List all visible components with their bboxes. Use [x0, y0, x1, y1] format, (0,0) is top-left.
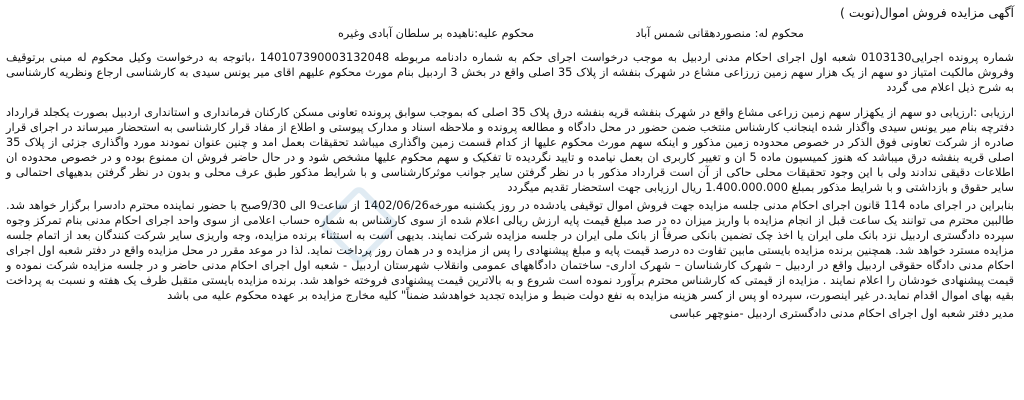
auction-notice — [6, 4, 1014, 400]
evaluation-paragraph: ارزیابی :ارزیابی دو سهم از یکهزار سهم زمین زراعی مشاع واقع در شهرک بنفشه قریه بنفشه درق پلاک 35 اصلی که بموجب سوابق پرونده تعاونی مسکن کارکنان فرمانداری و استانداری اردبیل بصورت یکجلد قرارداد دفترچه بنام میر یونس سیدی واگذار شده اینجانب کارشناس منتخب ضمن حضور در محل دادگاه و مطالعه پرونده و ملاحظه اسناد و مدارک پیوستی و اطلاع از مفاد قرار کارشناسی به استحضار میرساند در اجرای قرار صادره از شرکت تعاونی فوق الذکر در خصوص محدوده زمین مذکور و اینکه سهم مورث محکوم علیها از کدام قسمت زمین واگذاری میباشد تحقیقات بعمل امد و چنین عنوان نمودند مورد واگذاری جزئی از پلاک 35 اصلی قریه بنفشه درق میباشد که هنوز کمیسیون ماده 5 ان و تغییر کاربری ان بعمل نیامده و تایید نگردیده تا تفکیک و سهم محکوم علیها مشخص شود و در حال حاضر فروش ان ممنوع بوده و در خصوص محدوده ان اطلاعات دقیقی ندادند ولی با این وجود تحقیقات محلی حاکی از آن است قرارداد مذکور با در نظر گرفتن سایر جوانب موثرکارشناسی و با شرایط مذکور طبق عرف محلی و بدون در نظر گرفتن بدهیهای احتمالی و سایر حقوق و بازداشتی و با شرایط مذکور بمبلغ 1.400.000.000 ریال ارزیابی جهت استحضار تقدیم میگردد — [6, 106, 1014, 194]
signature-line: مدیر دفتر شعبه اول اجرای احکام مدنی دادگستری اردبیل -منوچهر عباسی — [669, 307, 1014, 320]
creditor-name: محکوم له: منصوردهقانی شمس آباد — [635, 27, 804, 40]
debtor-names: محکوم علیه:ناهیده بر سلطان آبادی وغیره — [337, 27, 534, 40]
case-intro-paragraph: شماره پرونده اجرایی0103130 شعبه اول اجرای احکام مدنی اردبیل به موجب درخواست اجرای حکم به شماره دادنامه مربوطه 140107390003132048 ،باتوجه به درخواست وکیل محکوم له مبنی برتوقیف وفروش مالکیت امتیاز دو سهم از یک هزار سهم زمین زرزاعی مشاع در شهرک بنفشه از پلاک 35 اصلی واقع در بخش 3 اردبیل بنام مورث محکوم علیهم اقای میر یونس سیدی به کارشناسی ارجاع ونظریه کارشناسی به شرح ذیل اعلام می گردد — [6, 51, 1015, 94]
parties-line — [6, 26, 1014, 42]
notice-title: آگهی مزایده فروش اموال(نوبت ) — [840, 5, 1014, 20]
auction-terms-paragraph: بنابراین در اجرای ماده 114 قانون اجرای احکام مدنی جلسه مزایده جهت فروش اموال توقیفی یادشده در روز یکشنبه مورخه1402/06/26 از ساعت9 الی 9/30صبح با حضور نماینده محترم دادسرا برگزار خواهد شد. طالبین محترم می توانند یک ساعت قبل از انجام مزایده با واریز میزان ده در صد مبلغ قیمت پایه ارزش ریالی اعلام شده از سوی کارشناس به شماره حساب اعلامی از سوی واحد اجرای احکام مدنی بنام تمرکز وجوه سپرده دادگستری اردبیل نزد بانک ملی ایران یا اخذ چک تضمین بانکی صرفاً از بانک ملی ایران در جلسه مزایده شرکت نمایند. بدیهی است به استثناء برنده مزایده، وجه واریزی سایر شرکت کنندگان بعد از اتمام جلسه مزایده مسترد خواهد شد. همچنین برنده مزایده بایستی مابین تفاوت ده درصد قیمت پایه و مبلغ پیشنهادی را پس از مزایده و در همان روز پرداخت نماید. لذا در موعد مقرر در محل مزایده واقع در دفتر شعبه اول اجرای احکام مدنی دادگاه حقوقی اردبیل واقع در اردبیل – شهرک کارشناسان – شهرک اداری- ساختمان دادگاههای عمومی وانقلاب شهرستان اردبیل - شعبه اول اجرای احکام مدنی حاضر و در جلسه مزایده شرکت نموده و قیمت پیشنهادی خودشان را اعلام نمایند . مزایده از قیمتی که کارشناس محترم برآورد نموده است شروع و به بالاترین قیمت پیشنهادی فروخته خواهد شد. برنده مزایده بایستی متقبل ظرف یک هفته و نسبت به پرداخت بقیه بهای اموال اقدام نماید.در غیر اینصورت، سپرده او پس از کسر هزینه مزایده به نفع دولت ضبط و مزایده تجدید خواهدشد ضمناً" کلیه مخارج مزایده بر عهده محکوم علیه می باشد — [6, 199, 1014, 302]
